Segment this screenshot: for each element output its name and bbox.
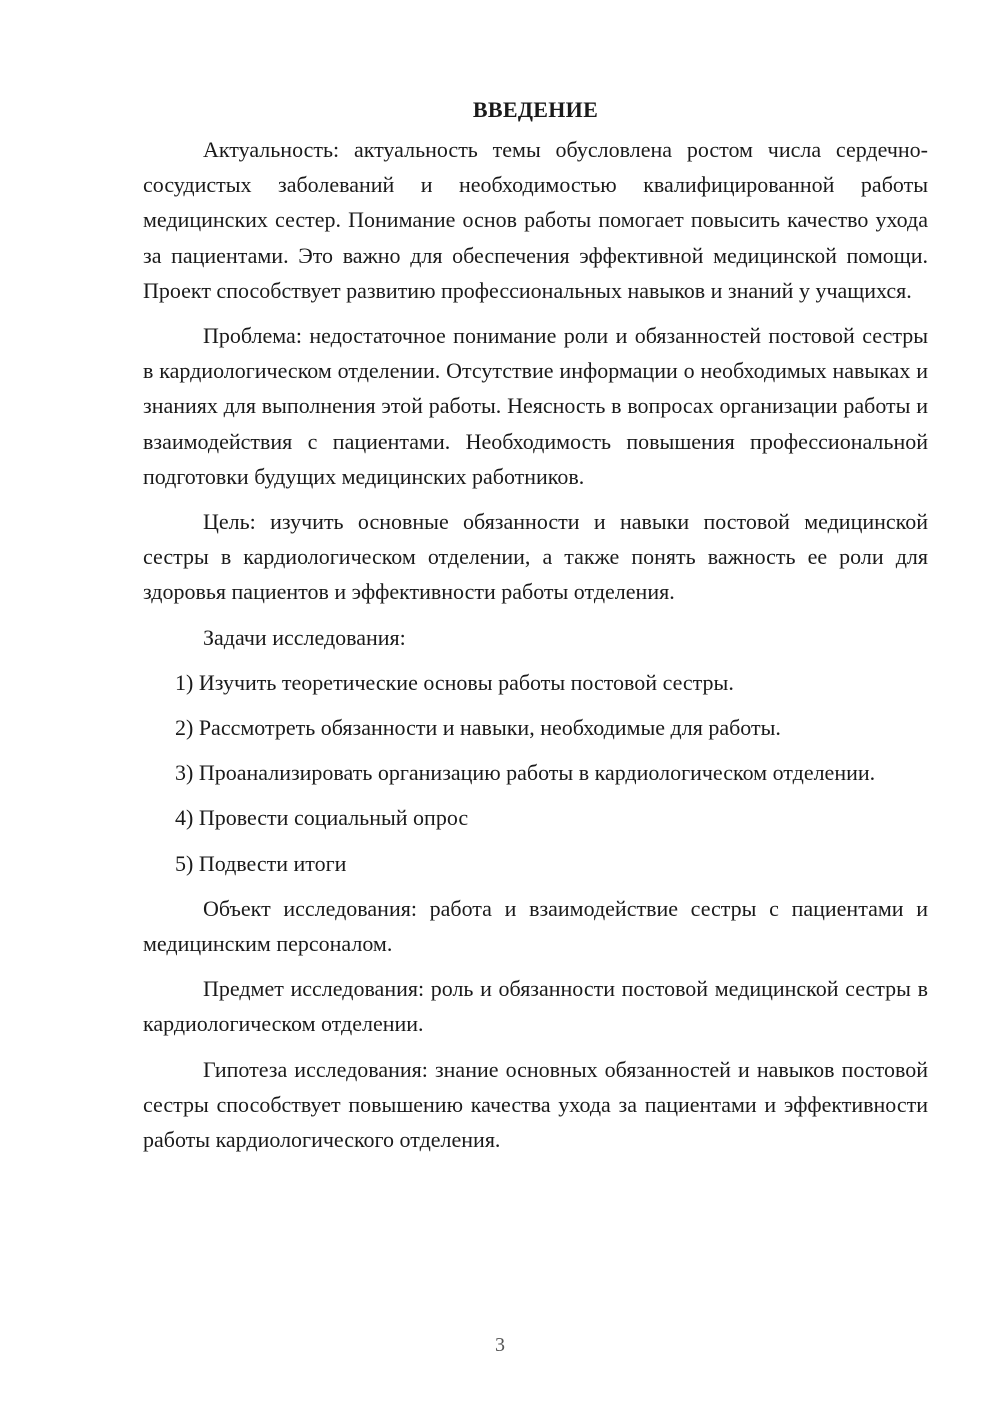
document-page: [143, 92, 928, 1167]
task-item-1: 1) Изучить теоретические основы работы постовой сестры.: [175, 669, 734, 695]
task-item-4: 4) Провести социальный опрос: [175, 805, 469, 831]
goal-paragraph: Цель: изучить основные обязанности и навыки постовой медицинской сестры в кардиологическом отделении, а также понять важность ее роли для здоровья пациентов и эффективности работы отделения.: [143, 509, 928, 605]
object-paragraph: Объект исследования: работа и взаимодействие сестры с пациентами и медицинским персоналом.: [143, 895, 928, 957]
page-title: ВВЕДЕНИЕ: [472, 97, 599, 122]
task-item-3: 3) Проанализировать организацию работы в кардиологическом отделении.: [175, 760, 876, 786]
relevance-paragraph: Актуальность: актуальность темы обусловлена ростом числа сердечно-сосудистых заболеваний и необходимостью квалифицированной работы медицинских сестер. Понимание основ работы помогает повысить качество ухода за пациентами. Это важно для обеспечения эффективной медицинской помощи. Проект способствует развитию профессиональных навыков и знаний у учащихся.: [143, 137, 928, 303]
tasks-heading: Задачи исследования:: [203, 624, 406, 650]
hypothesis-paragraph: Гипотеза исследования: знание основных обязанностей и навыков постовой сестры способствует повышению качества ухода за пациентами и эффективности работы кардиологического отделения.: [143, 1056, 928, 1153]
subject-paragraph: Предмет исследования: роль и обязанности постовой медицинской сестры в кардиологическом отделении.: [143, 976, 928, 1037]
page-number: 3: [495, 1334, 505, 1356]
problem-paragraph: Проблема: недостаточное понимание роли и обязанностей постовой сестры в кардиологическом отделении. Отсутствие информации о необходимых навыках и знаниях для выполнения этой работы. Неясность в вопросах организации работы и взаимодействия с пациентами. Необходимость повышения профессиональной подготовки будущих медицинских работников.: [143, 323, 928, 489]
task-item-2: 2) Рассмотреть обязанности и навыки, необходимые для работы.: [175, 715, 781, 741]
task-item-5: 5) Подвести итоги: [175, 850, 347, 876]
